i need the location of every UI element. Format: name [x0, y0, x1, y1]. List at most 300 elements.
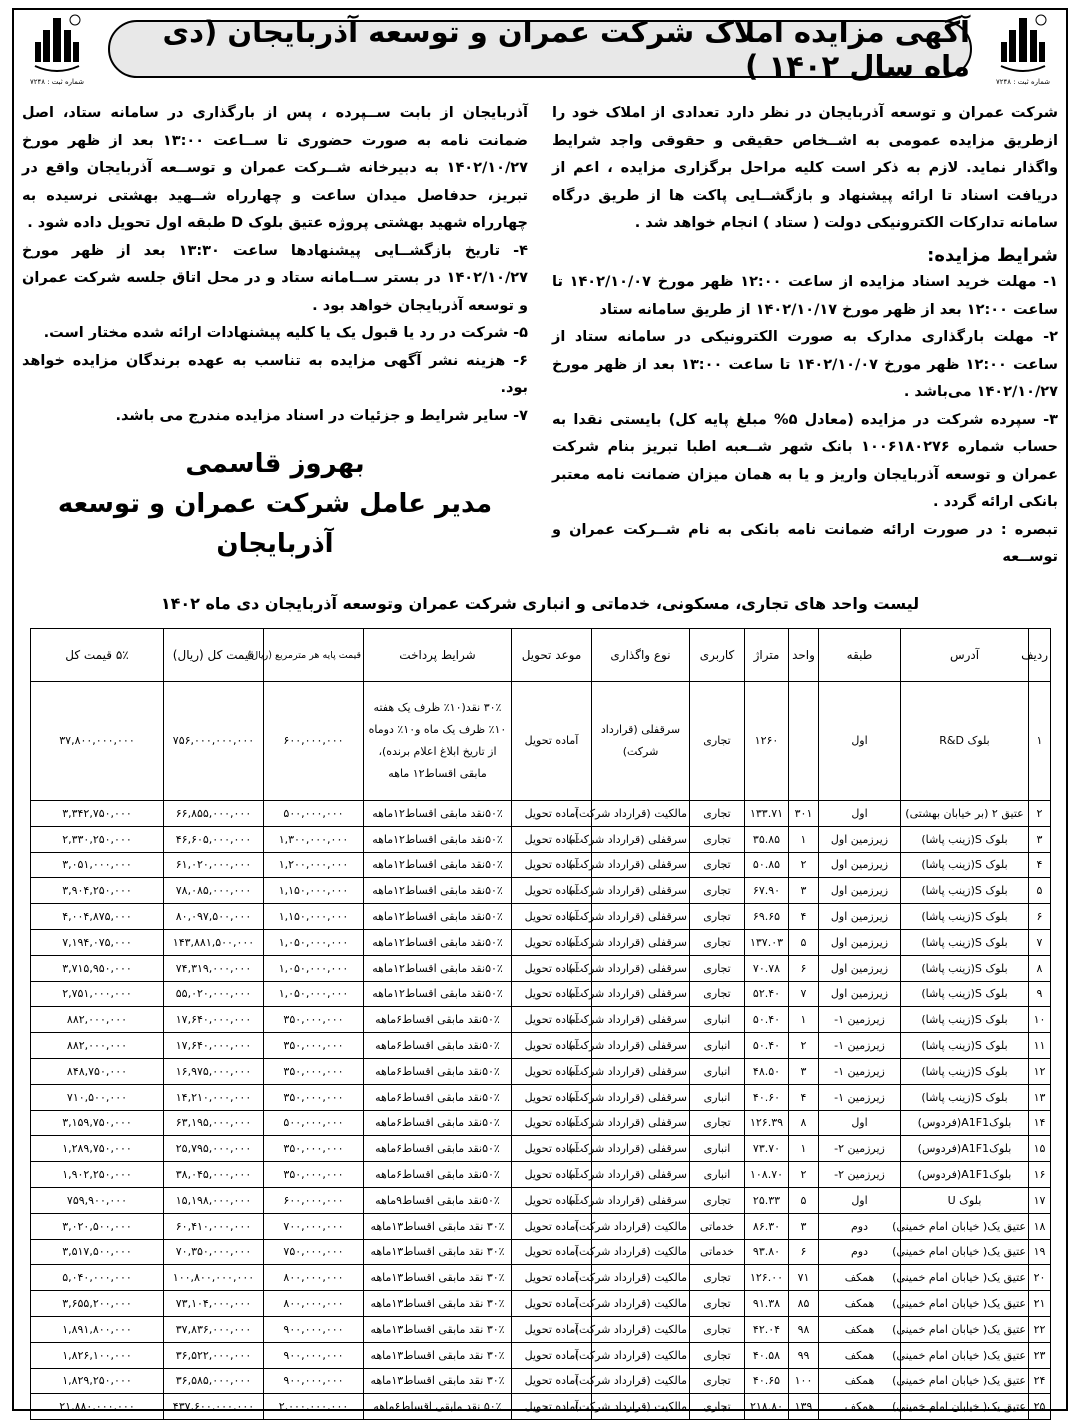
table-cell: آماده تحویل: [512, 1265, 592, 1291]
table-cell: ۱,۳۰۰,۰۰۰,۰۰۰: [264, 826, 364, 852]
company-logo-right: [988, 14, 1058, 98]
table-cell: ۳,۰۲۰,۵۰۰,۰۰۰: [31, 1213, 164, 1239]
table-cell: ۹۰۰,۰۰۰,۰۰۰: [264, 1316, 364, 1342]
signature-block: [22, 444, 528, 564]
table-cell: ۱,۸۲۶,۱۰۰,۰۰۰: [31, 1342, 164, 1368]
left-column: [22, 100, 528, 564]
table-cell: ۱۱: [1029, 1033, 1051, 1059]
table-cell: ۵۰۰,۰۰۰,۰۰۰: [264, 1110, 364, 1136]
table-cell: ۴۶,۶۰۵,۰۰۰,۰۰۰: [164, 826, 264, 852]
table-cell: بلوک S(زینب پاشا): [901, 955, 1029, 981]
table-cell: ۱۵,۱۹۸,۰۰۰,۰۰۰: [164, 1187, 264, 1213]
column-header: ردیف: [1029, 629, 1051, 682]
table-cell: تجاری: [690, 801, 745, 827]
table-cell: سرقفلی (قرارداد شرکت): [592, 1058, 690, 1084]
table-cell: عتیق یک( خیابان امام خمینی): [901, 1213, 1029, 1239]
table-cell: تجاری: [690, 1187, 745, 1213]
column-header: قیمت کل (ریال): [164, 629, 264, 682]
table-cell: ۸۵: [789, 1291, 819, 1317]
table-title: لیست واحد های تجاری، مسکونی، خدماتی و انباری شرکت عمران وتوسعه آذربایجان دی ماه ۱۴۰۲: [160, 594, 920, 613]
table-cell: ۵۵,۰۲۰,۰۰۰,۰۰۰: [164, 981, 264, 1007]
table-cell: مالکیت (قرارداد شرکت): [592, 1394, 690, 1420]
table-cell: خدماتی: [690, 1239, 745, 1265]
table-cell: ۳۵۰,۰۰۰,۰۰۰: [264, 1084, 364, 1110]
table-cell: بلوک S(زینب پاشا): [901, 826, 1029, 852]
table-cell: تجاری: [690, 1110, 745, 1136]
signer-title: مدیر عامل شرکت عمران و توسعه آذربایجان: [57, 489, 493, 559]
table-cell: ۵: [1029, 878, 1051, 904]
condition-6: ۶- هزینه نشر آگهی مزایده به تناسب به عهده برندگان مزایده خواهد بود.: [22, 352, 528, 396]
table-cell: تجاری: [690, 826, 745, 852]
table-cell: ۷۰,۳۵۰,۰۰۰,۰۰۰: [164, 1239, 264, 1265]
table-cell: مالکیت (قرارداد شرکت): [592, 1368, 690, 1394]
table-cell: ۵۰٪نقد مابقی اقساط۱۲ماهه: [364, 904, 512, 930]
right-column: [552, 100, 1058, 572]
table-cell: ۸۶.۳۰: [745, 1213, 789, 1239]
table-cell: زیرزمین اول: [819, 826, 901, 852]
table-cell: ۶۰,۴۱۰,۰۰۰,۰۰۰: [164, 1213, 264, 1239]
table-cell: آماده تحویل: [512, 826, 592, 852]
table-cell: مالکیت (قرارداد شرکت): [592, 1316, 690, 1342]
table-row: [31, 682, 1051, 801]
table-row: [31, 1265, 1051, 1291]
table-cell: ۳,۶۵۵,۲۰۰,۰۰۰: [31, 1291, 164, 1317]
table-cell: ۳۰٪ نقد مابقی اقساط۱۳ماهه: [364, 1316, 512, 1342]
table-cell: ۶: [789, 1239, 819, 1265]
table-cell: ۸۸۲,۰۰۰,۰۰۰: [31, 1033, 164, 1059]
table-cell: سرقفلی (قرارداد شرکت): [592, 955, 690, 981]
table-cell: ۷۴,۳۱۹,۰۰۰,۰۰۰: [164, 955, 264, 981]
table-cell: بلوکA1F1(فردوس): [901, 1110, 1029, 1136]
table-cell: آماده تحویل: [512, 801, 592, 827]
table-cell: اول: [819, 1187, 901, 1213]
table-cell: ۶: [1029, 904, 1051, 930]
table-cell: آماده تحویل: [512, 1136, 592, 1162]
table-cell: ۴: [789, 904, 819, 930]
table-row: [31, 1368, 1051, 1394]
table-cell: ۲: [789, 852, 819, 878]
intro-paragraph: شرکت عمران و توسعه آذربایجان در نظر دارد تعدادی از املاک خود را ازطریق مزایده عمومی به اشــخاص حقیقی و حقوقی واجد شرایط واگذار نماید. لازم به ذکر است کلیه مراحل برگزاری مزایده ، اعم از دریافت اسناد تا ارائه پیشنهاد و بازگشــایی پاکت ها از طریق درگاه سامانه تدارکات الکترونیکی دولت ( ستاد ) انجام خواهد شد .: [552, 105, 1058, 231]
table-cell: آماده تحویل: [512, 1368, 592, 1394]
table-cell: ۷۳,۱۰۴,۰۰۰,۰۰۰: [164, 1291, 264, 1317]
table-cell: ۳۰٪ نقد مابقی اقساط۱۳ماهه: [364, 1213, 512, 1239]
table-cell: ۱۲۶.۰۰: [745, 1265, 789, 1291]
table-cell: تجاری: [690, 1291, 745, 1317]
table-cell: ۴۰.۵۸: [745, 1342, 789, 1368]
table-cell: ۸: [789, 1110, 819, 1136]
table-cell: خدماتی: [690, 1213, 745, 1239]
table-cell: ۷,۱۹۴,۰۷۵,۰۰۰: [31, 929, 164, 955]
table-cell: مالکیت (قرارداد شرکت): [592, 1213, 690, 1239]
table-cell: آماده تحویل: [512, 904, 592, 930]
table-cell: ۸۰۰,۰۰۰,۰۰۰: [264, 1291, 364, 1317]
table-row: [31, 904, 1051, 930]
table-cell: ۹۱.۳۸: [745, 1291, 789, 1317]
table-cell: ۳۶,۵۲۲,۰۰۰,۰۰۰: [164, 1342, 264, 1368]
table-cell: ۷۰.۷۸: [745, 955, 789, 981]
table-cell: ۱,۹۰۲,۲۵۰,۰۰۰: [31, 1162, 164, 1188]
table-cell: زیرزمین اول: [819, 981, 901, 1007]
table-cell: ۶۶,۸۵۵,۰۰۰,۰۰۰: [164, 801, 264, 827]
table-cell: ۱۴۳,۸۸۱,۵۰۰,۰۰۰: [164, 929, 264, 955]
table-cell: مالکیت (قرارداد شرکت): [592, 1265, 690, 1291]
table-cell: بلوک S(زینب پاشا): [901, 904, 1029, 930]
table-cell: تجاری: [690, 904, 745, 930]
table-cell: ۵۰٪نقد مابقی اقساط۶ماهه: [364, 1058, 512, 1084]
table-cell: ۴,۰۰۴,۸۷۵,۰۰۰: [31, 904, 164, 930]
table-cell: ۱: [789, 1007, 819, 1033]
table-cell: عتیق یک( خیابان امام خمینی): [901, 1291, 1029, 1317]
table-cell: زیرزمین اول: [819, 955, 901, 981]
table-cell: اول: [819, 682, 901, 801]
table-cell: عتیق یک( خیابان امام خمینی): [901, 1239, 1029, 1265]
table-cell: ۶۰۰,۰۰۰,۰۰۰: [264, 1187, 364, 1213]
table-cell: ۱۳۷.۰۳: [745, 929, 789, 955]
table-cell: ۱,۲۸۹,۷۵۰,۰۰۰: [31, 1136, 164, 1162]
table-cell: آماده تحویل: [512, 1110, 592, 1136]
table-cell: ۳۵۰,۰۰۰,۰۰۰: [264, 1058, 364, 1084]
table-row: [31, 1342, 1051, 1368]
table-cell: ۱۵: [1029, 1136, 1051, 1162]
table-cell: دوم: [819, 1239, 901, 1265]
table-cell: تجاری: [690, 878, 745, 904]
note-continuation: آذربایجان از بابت ســپرده ، پس از بارگذاری در سامانه ستاد، اصل ضمانت نامه به صورت حضوری تا ســاعت ۱۳:۰۰ بعد از ظهر مورخ ۱۴۰۲/۱۰/۲۷ به دبیرخانه شــرکت عمران و توســعه آذربایجان واقع در تبریز، حدفاصل میدان ساعت و چهارراه شــهید بهشتی نرسیده به چهارراه شهید بهشتی پروژه عتیق بلوک D طبقه اول تحویل داده شود .: [22, 105, 528, 231]
table-cell: ۱۲۶.۳۹: [745, 1110, 789, 1136]
table-cell: ۷۰۰,۰۰۰,۰۰۰: [264, 1213, 364, 1239]
table-cell: ۳۰٪ نقد مابقی اقساط۱۳ماهه: [364, 1342, 512, 1368]
table-cell: انباری: [690, 1162, 745, 1188]
table-cell: زیرزمین ۱-: [819, 1084, 901, 1110]
table-cell: ۲,۷۵۱,۰۰۰,۰۰۰: [31, 981, 164, 1007]
table-cell: ۵,۰۴۰,۰۰۰,۰۰۰: [31, 1265, 164, 1291]
table-cell: ۵۰٪ نقد مابقی اقساط۶ماهه: [364, 1394, 512, 1420]
table-cell: ۳۵.۸۵: [745, 826, 789, 852]
table-cell: ۱: [1029, 682, 1051, 801]
column-header: آدرس: [901, 629, 1029, 682]
table-cell: تجاری: [690, 1342, 745, 1368]
table-cell: سرقفلی (قرارداد شرکت): [592, 904, 690, 930]
table-cell: همکف: [819, 1394, 901, 1420]
table-cell: ۷۱: [789, 1265, 819, 1291]
table-cell: بلوک R&D: [901, 682, 1029, 801]
table-cell: ۷۵۰,۰۰۰,۰۰۰: [264, 1239, 364, 1265]
table-cell: ۲: [789, 1162, 819, 1188]
table-cell: ۳۵۰,۰۰۰,۰۰۰: [264, 1007, 364, 1033]
table-cell: ۷۵۶,۰۰۰,۰۰۰,۰۰۰: [164, 682, 264, 801]
table-cell: ۱۲۶۰: [745, 682, 789, 801]
table-cell: آماده تحویل: [512, 1084, 592, 1110]
table-cell: آماده تحویل: [512, 1291, 592, 1317]
table-cell: ۳,۷۱۵,۹۵۰,۰۰۰: [31, 955, 164, 981]
table-cell: ۷۱۰,۵۰۰,۰۰۰: [31, 1084, 164, 1110]
table-cell: ۱۳۳.۷۱: [745, 801, 789, 827]
property-table: [30, 628, 1051, 1420]
table-cell: سرقفلی (قرارداد شرکت): [592, 878, 690, 904]
table-cell: ۴۰.۶۵: [745, 1368, 789, 1394]
table-cell: ۱۰۰,۸۰۰,۰۰۰,۰۰۰: [164, 1265, 264, 1291]
announcement-body: [22, 100, 1058, 590]
table-row: [31, 1033, 1051, 1059]
column-header: ۵٪ قیمت کل: [31, 629, 164, 682]
table-row: [31, 955, 1051, 981]
table-cell: ۴۲.۰۴: [745, 1316, 789, 1342]
table-cell: ۱۲: [1029, 1058, 1051, 1084]
table-cell: بلوک S(زینب پاشا): [901, 1007, 1029, 1033]
table-cell: ۴۰.۶۰: [745, 1084, 789, 1110]
table-cell: همکف: [819, 1368, 901, 1394]
table-cell: ۱۷,۶۴۰,۰۰۰,۰۰۰: [164, 1033, 264, 1059]
table-cell: ۳,۰۵۱,۰۰۰,۰۰۰: [31, 852, 164, 878]
table-header-row: [31, 629, 1051, 682]
table-cell: بلوک S(زینب پاشا): [901, 852, 1029, 878]
table-cell: ۵۰٪نقد مابقی اقساط۱۲ماهه: [364, 826, 512, 852]
table-cell: آماده تحویل: [512, 852, 592, 878]
table-cell: تجاری: [690, 1394, 745, 1420]
table-cell: عتیق یک( خیابان امام خمینی): [901, 1394, 1029, 1420]
company-logo-left: [22, 14, 92, 98]
table-cell: ۴۳۷,۶۰۰,۰۰۰,۰۰۰: [164, 1394, 264, 1420]
condition-4: ۴- تاریخ بازگشــایی پیشنهادها ساعت ۱۳:۳۰ بعد از ظهر مورخ ۱۴۰۲/۱۰/۲۷ در بستر ســامانه ستاد و در محل اتاق جلسه شرکت عمران و توسعه آذربایجان خواهد بود .: [22, 242, 528, 314]
table-cell: آماده تحویل: [512, 929, 592, 955]
table-cell: همکف: [819, 1342, 901, 1368]
table-cell: ۲۱۸.۸۰: [745, 1394, 789, 1420]
table-body: [31, 682, 1051, 1420]
table-cell: ۵۰٪نقد مابقی اقساط۱۲ماهه: [364, 981, 512, 1007]
table-cell: بلوکA1F1(فردوس): [901, 1136, 1029, 1162]
table-cell: انباری: [690, 1084, 745, 1110]
table-cell: ۱۰۸.۷۰: [745, 1162, 789, 1188]
note-paragraph: تبصره : در صورت ارائه ضمانت نامه بانکی به نام شــرکت عمران و توســعه: [552, 521, 1058, 565]
table-cell: ۱۷,۶۴۰,۰۰۰,۰۰۰: [164, 1007, 264, 1033]
table-cell: ۵: [789, 1187, 819, 1213]
table-cell: ۱,۸۹۱,۸۰۰,۰۰۰: [31, 1316, 164, 1342]
table-cell: ۴: [1029, 852, 1051, 878]
table-cell: ۷: [1029, 929, 1051, 955]
table-cell: ۲۰: [1029, 1265, 1051, 1291]
table-cell: تجاری: [690, 852, 745, 878]
table-cell: زیرزمین اول: [819, 904, 901, 930]
table-row: [31, 1162, 1051, 1188]
table-cell: ۵۰٪نقد مابقی اقساط۱۲ماهه: [364, 878, 512, 904]
table-cell: ۶۰۰,۰۰۰,۰۰۰: [264, 682, 364, 801]
table-cell: ۱,۱۵۰,۰۰۰,۰۰۰: [264, 904, 364, 930]
table-cell: انباری: [690, 1058, 745, 1084]
table-cell: زیرزمین ۲-: [819, 1162, 901, 1188]
condition-2: ۲- مهلت بارگذاری مدارک به صورت الکترونیکی در سامانه ستاد از ساعت ۱۲:۰۰ ظهر مورخ ۱۴۰۲/۱۰/۰۷ تا ساعت ۱۳:۰۰ بعد از ظهر مورخ ۱۴۰۲/۱۰/۲۷ می‌باشد .: [552, 329, 1058, 400]
table-cell: ۱,۰۵۰,۰۰۰,۰۰۰: [264, 981, 364, 1007]
table-cell: تجاری: [690, 1316, 745, 1342]
table-cell: سرقفلی (قرارداد شرکت): [592, 826, 690, 852]
table-cell: اول: [819, 801, 901, 827]
table-cell: زیرزمین اول: [819, 878, 901, 904]
table-row: [31, 1058, 1051, 1084]
condition-1: ۱- مهلت خرید اسناد مزایده از ساعت ۱۲:۰۰ ظهر مورخ ۱۴۰۲/۱۰/۰۷ تا ساعت ۱۲:۰۰ بعد از ظهر مورخ ۱۴۰۲/۱۰/۱۷ از طریق سامانه ستاد: [552, 274, 1059, 318]
table-cell: آماده تحویل: [512, 878, 592, 904]
table-cell: ۵۰٪نقد مابقی اقساط۶ماهه: [364, 1162, 512, 1188]
table-cell: ۱: [789, 1136, 819, 1162]
table-cell: آماده تحویل: [512, 1239, 592, 1265]
table-cell: ۳,۱۵۹,۷۵۰,۰۰۰: [31, 1110, 164, 1136]
table-cell: ۷۸,۰۸۵,۰۰۰,۰۰۰: [164, 878, 264, 904]
table-cell: ۳۶,۵۸۵,۰۰۰,۰۰۰: [164, 1368, 264, 1394]
table-cell: سرقفلی (قرارداد شرکت): [592, 1033, 690, 1059]
table-cell: بلوک S(زینب پاشا): [901, 878, 1029, 904]
table-cell: ۴۸.۵۰: [745, 1058, 789, 1084]
table-cell: [789, 682, 819, 801]
table-cell: ۸۰,۰۹۷,۵۰۰,۰۰۰: [164, 904, 264, 930]
table-cell: تجاری: [690, 981, 745, 1007]
building-logo-icon: [31, 14, 83, 76]
table-cell: انباری: [690, 1007, 745, 1033]
table-cell: ۴: [789, 1084, 819, 1110]
table-cell: ۲۱: [1029, 1291, 1051, 1317]
table-cell: بلوک S(زینب پاشا): [901, 1033, 1029, 1059]
table-cell: ۱۳: [1029, 1084, 1051, 1110]
table-cell: دوم: [819, 1213, 901, 1239]
condition-3: ۳- سپرده شرکت در مزایده (معادل ۵% مبلغ پایه کل) بایستی نقدا به حساب شماره ۱۰۰۶۱۸۰۲۷۶ بانک شهر شــعبه اطبا تبریز بنام شرکت عمران و توسعه آذربایجان واریز و یا به همان میزان ضمانت نامه معتبر بانکی ارائه گردد .: [552, 411, 1058, 510]
table-cell: ۳۵۰,۰۰۰,۰۰۰: [264, 1162, 364, 1188]
table-cell: آماده تحویل: [512, 1394, 592, 1420]
table-cell: ۳,۵۱۷,۵۰۰,۰۰۰: [31, 1239, 164, 1265]
conditions-heading: شرایط مزایده:: [927, 244, 1058, 266]
table-cell: ۶۳,۱۹۵,۰۰۰,۰۰۰: [164, 1110, 264, 1136]
column-header: واحد: [789, 629, 819, 682]
column-header: کاربری: [690, 629, 745, 682]
table-cell: بلوک S(زینب پاشا): [901, 981, 1029, 1007]
table-cell: ۹۳.۸۰: [745, 1239, 789, 1265]
table-cell: ۸: [1029, 955, 1051, 981]
table-cell: ۸۰۰,۰۰۰,۰۰۰: [264, 1265, 364, 1291]
table-cell: زیرزمین ۱-: [819, 1058, 901, 1084]
table-cell: ۷: [789, 981, 819, 1007]
table-cell: ۱,۰۵۰,۰۰۰,۰۰۰: [264, 955, 364, 981]
table-cell: ۳۵۰,۰۰۰,۰۰۰: [264, 1136, 364, 1162]
table-cell: ۸۸۲,۰۰۰,۰۰۰: [31, 1007, 164, 1033]
table-cell: ۵۰٪نقد مابقی اقساط۱۲ماهه: [364, 852, 512, 878]
table-cell: ۶: [789, 955, 819, 981]
table-cell: آماده تحویل: [512, 1033, 592, 1059]
table-cell: ۲۳: [1029, 1342, 1051, 1368]
column-header: طبقه: [819, 629, 901, 682]
table-row: [31, 929, 1051, 955]
table-cell: آماده تحویل: [512, 1213, 592, 1239]
table-cell: زیرزمین ۱-: [819, 1033, 901, 1059]
table-cell: عتیق ۲ (بر خیابان بهشتی): [901, 801, 1029, 827]
table-cell: آماده تحویل: [512, 1187, 592, 1213]
table-cell: تجاری: [690, 1265, 745, 1291]
table-cell: ۳,۹۰۴,۲۵۰,۰۰۰: [31, 878, 164, 904]
table-cell: ۵۰٪نقد مابقی اقساط۶ماهه: [364, 1084, 512, 1110]
table-cell: ۹: [1029, 981, 1051, 1007]
table-cell: ۱۰: [1029, 1007, 1051, 1033]
table-cell: آماده تحویل: [512, 955, 592, 981]
table-cell: ۳: [789, 878, 819, 904]
table-cell: ۷۳.۷۰: [745, 1136, 789, 1162]
table-cell: ۱,۱۵۰,۰۰۰,۰۰۰: [264, 878, 364, 904]
table-cell: ۳۰٪ نقد(۱۰٪ ظرف یک هفته ۱۰٪ ظرف یک ماه و۱۰٪ دوماه از تاریخ ابلاغ اعلام برنده)، مابقی اقساط۱۲ ماهه: [364, 682, 512, 801]
table-cell: تجاری: [690, 929, 745, 955]
table-cell: بلوکA1F1(فردوس): [901, 1162, 1029, 1188]
table-cell: ۲۵,۷۹۵,۰۰۰,۰۰۰: [164, 1136, 264, 1162]
table-cell: ۱,۲۰۰,۰۰۰,۰۰۰: [264, 852, 364, 878]
table-row: [31, 1136, 1051, 1162]
table-row: [31, 1084, 1051, 1110]
table-cell: بلوک S(زینب پاشا): [901, 1058, 1029, 1084]
table-cell: بلوک S(زینب پاشا): [901, 1084, 1029, 1110]
table-cell: ۳۰٪ نقد مابقی اقساط۱۳ماهه: [364, 1265, 512, 1291]
table-cell: انباری: [690, 1136, 745, 1162]
table-cell: اول: [819, 1110, 901, 1136]
table-cell: انباری: [690, 1033, 745, 1059]
table-cell: ۵: [789, 929, 819, 955]
table-cell: سرقفلی (قرارداد شرکت): [592, 1110, 690, 1136]
table-cell: ۳۰٪ نقد مابقی اقساط۱۳ماهه: [364, 1239, 512, 1265]
table-cell: تجاری: [690, 682, 745, 801]
table-cell: ۵۰٪نقد مابقی اقساط۶ماهه: [364, 1136, 512, 1162]
table-cell: سرقفلی (قرارداد شرکت): [592, 1136, 690, 1162]
table-cell: سرقفلی (قرارداد شرکت): [592, 852, 690, 878]
table-cell: مالکیت (قرارداد شرکت): [592, 801, 690, 827]
table-cell: ۹۰۰,۰۰۰,۰۰۰: [264, 1342, 364, 1368]
table-cell: بلوک U: [901, 1187, 1029, 1213]
table-cell: آماده تحویل: [512, 1162, 592, 1188]
table-cell: ۵۰.۴۰: [745, 1033, 789, 1059]
table-cell: ۳۷,۸۳۶,۰۰۰,۰۰۰: [164, 1316, 264, 1342]
table-cell: ۵۰.۴۰: [745, 1007, 789, 1033]
table-cell: آماده تحویل: [512, 682, 592, 801]
table-cell: آماده تحویل: [512, 981, 592, 1007]
table-cell: سرقفلی (قرارداد شرکت): [592, 1084, 690, 1110]
table-cell: ۱: [789, 826, 819, 852]
logo-registration: شماره ثبت : ۷۲۴۸: [995, 78, 1051, 86]
page-title: آگهی مزایده املاک شرکت عمران و توسعه آذربایجان (دی ماه سال ۱۴۰۲ ): [108, 20, 972, 78]
table-row: [31, 981, 1051, 1007]
table-cell: ۵۰.۸۵: [745, 852, 789, 878]
table-cell: ۵۰٪نقد مابقی اقساط۱۲ماهه: [364, 955, 512, 981]
table-cell: عتیق یک( خیابان امام خمینی): [901, 1316, 1029, 1342]
table-row: [31, 1007, 1051, 1033]
table-cell: ۵۰۰,۰۰۰,۰۰۰: [264, 801, 364, 827]
table-cell: ۳: [1029, 826, 1051, 852]
table-cell: آماده تحویل: [512, 1316, 592, 1342]
table-cell: ۳۸,۰۴۵,۰۰۰,۰۰۰: [164, 1162, 264, 1188]
table-cell: ۹۹: [789, 1342, 819, 1368]
table-cell: عتیق یک( خیابان امام خمینی): [901, 1265, 1029, 1291]
table-cell: ۹۰۰,۰۰۰,۰۰۰: [264, 1368, 364, 1394]
table-cell: آماده تحویل: [512, 1058, 592, 1084]
table-cell: ۱,۰۵۰,۰۰۰,۰۰۰: [264, 929, 364, 955]
table-cell: ۹۸: [789, 1316, 819, 1342]
table-cell: همکف: [819, 1316, 901, 1342]
table-cell: همکف: [819, 1291, 901, 1317]
table-row: [31, 1110, 1051, 1136]
table-row: [31, 1187, 1051, 1213]
table-cell: زیرزمین اول: [819, 852, 901, 878]
table-cell: ۷۵۹,۹۰۰,۰۰۰: [31, 1187, 164, 1213]
table-cell: ۳: [789, 1058, 819, 1084]
table-cell: تجاری: [690, 955, 745, 981]
table-cell: ۸۴۸,۷۵۰,۰۰۰: [31, 1058, 164, 1084]
table-cell: ۵۰٪نقد مابقی اقساط۶ماهه: [364, 1007, 512, 1033]
table-cell: ۲۵.۳۳: [745, 1187, 789, 1213]
table-cell: ۶۹.۶۵: [745, 904, 789, 930]
condition-5: ۵- شرکت در رد یا قبول یک یا کلیه پیشنهادات ارائه شده مختار است.: [43, 325, 528, 341]
table-row: [31, 1239, 1051, 1265]
logo-registration: شماره ثبت : ۷۲۴۸: [29, 78, 85, 86]
table-cell: ۱۶,۹۷۵,۰۰۰,۰۰۰: [164, 1058, 264, 1084]
table-cell: ۲: [1029, 801, 1051, 827]
table-cell: آماده تحویل: [512, 1342, 592, 1368]
